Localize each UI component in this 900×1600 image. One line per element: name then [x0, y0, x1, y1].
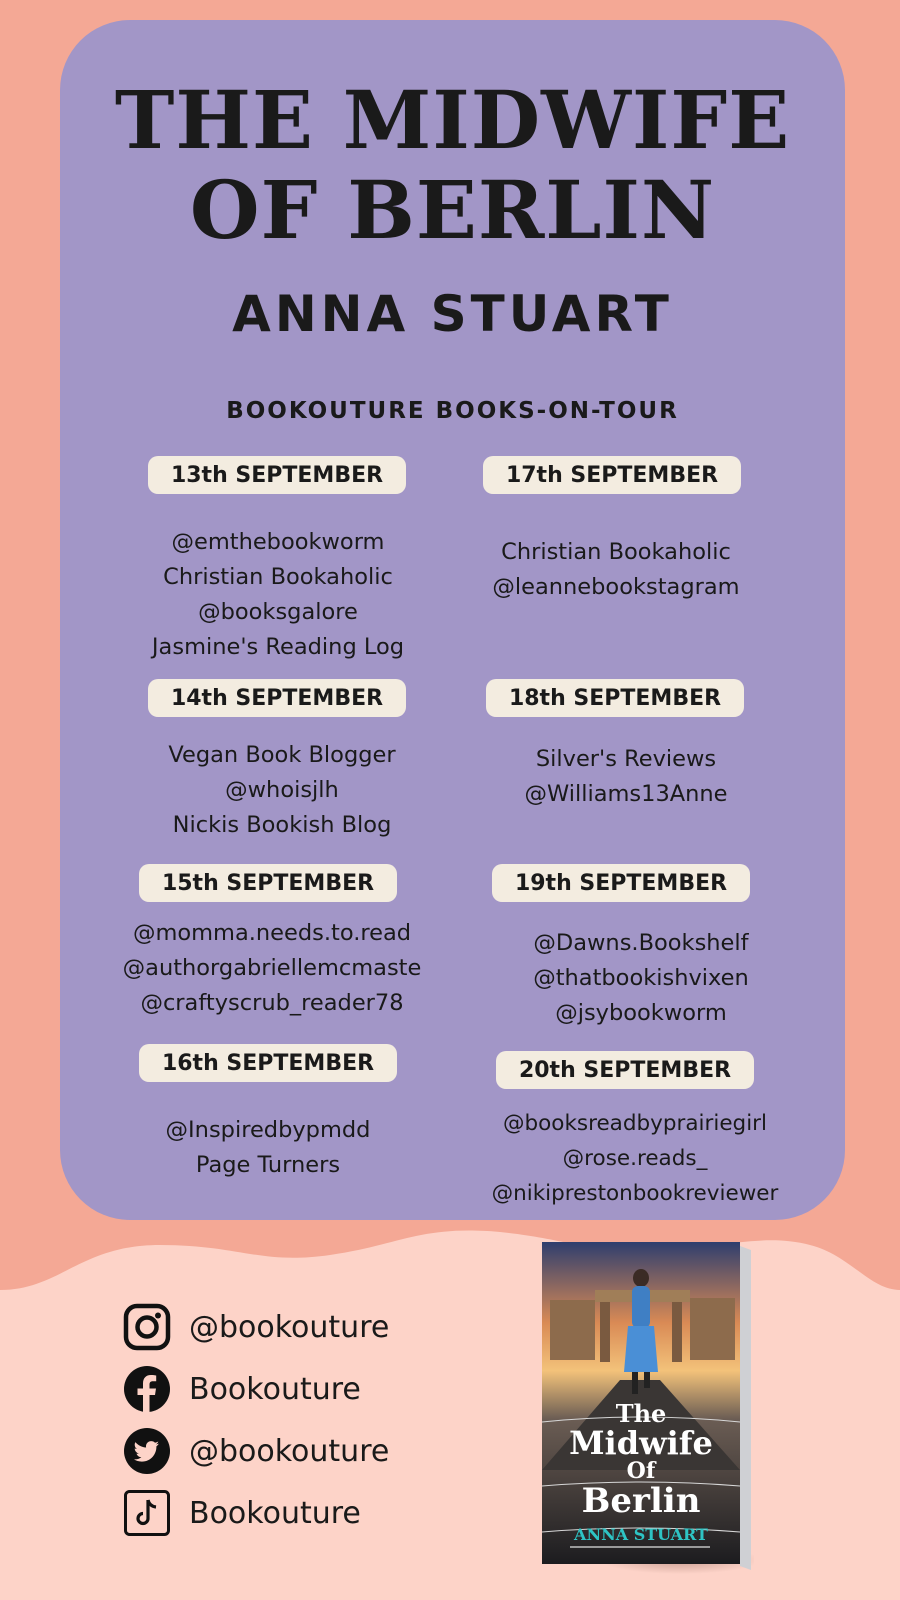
social-instagram[interactable]: [123, 1303, 389, 1351]
facebook-handle[interactable]: Bookouture: [189, 1371, 361, 1407]
date-pill-18: 18th SEPTEMBER: [486, 679, 744, 717]
facebook-icon: [123, 1365, 171, 1413]
cover-title-line4: Berlin: [581, 1481, 701, 1521]
host-entry: @craftyscrub_reader78: [140, 990, 404, 1016]
host-entry: Christian Bookaholic: [501, 539, 731, 565]
tour-label: BOOKOUTURE BOOKS-ON-TOUR: [226, 398, 679, 424]
twitter-icon: [123, 1427, 171, 1475]
social-twitter[interactable]: [123, 1427, 389, 1475]
host-entry: @momma.needs.to.read: [132, 920, 412, 946]
date-pill-17: 17th SEPTEMBER: [483, 456, 741, 494]
twitter-handle[interactable]: @bookouture: [189, 1433, 390, 1469]
date-pill-15: 15th SEPTEMBER: [139, 864, 397, 902]
social-tiktok[interactable]: [123, 1489, 361, 1537]
author-name: ANNA STUART: [232, 285, 673, 343]
host-entry: @Inspiredbypmdd: [165, 1117, 371, 1143]
host-entry: @Williams13Anne: [524, 781, 728, 807]
book-cover: [540, 1240, 754, 1575]
host-entry: @booksgalore: [198, 599, 358, 625]
date-pill-13: 13th SEPTEMBER: [148, 456, 406, 494]
host-entry: @booksreadbyprairiegirl: [502, 1111, 767, 1136]
host-entry: @jsybookworm: [555, 1000, 727, 1026]
host-list-18: [466, 742, 786, 812]
host-entry: @Dawns.Bookshelf: [533, 930, 749, 956]
host-entry: @whoisjlh: [225, 777, 339, 803]
host-entry: @rose.reads_: [562, 1146, 708, 1171]
tiktok-icon: [123, 1489, 171, 1537]
host-entry: Jasmine's Reading Log: [151, 634, 405, 660]
host-list-15: [112, 916, 432, 1021]
host-entry: @leannebookstagram: [492, 574, 740, 600]
cover-author: ANNA STUART: [574, 1525, 708, 1544]
cover-title-line2: Midwife: [569, 1424, 713, 1462]
instagram-handle[interactable]: @bookouture: [189, 1309, 390, 1345]
host-entry: @thatbookishvixen: [533, 965, 749, 991]
host-list-16: [108, 1113, 428, 1183]
cover-title-line1: The: [615, 1399, 667, 1428]
instagram-icon: [123, 1303, 171, 1351]
book-title-line1: THE MIDWIFE: [114, 73, 791, 167]
host-entry: Page Turners: [195, 1152, 341, 1178]
host-list-17: [456, 535, 776, 605]
host-list-19: [481, 926, 801, 1031]
date-pill-20: 20th SEPTEMBER: [496, 1051, 754, 1089]
host-entry: @authorgabriellemcmaste: [122, 955, 422, 981]
date-pill-16: 16th SEPTEMBER: [139, 1044, 397, 1082]
host-entry: Nickis Bookish Blog: [172, 812, 392, 838]
social-facebook[interactable]: [123, 1365, 361, 1413]
book-title-line2: OF BERLIN: [189, 163, 716, 257]
host-entry: @nikiprestonbookreviewer: [491, 1181, 779, 1206]
host-list-20: [470, 1106, 800, 1211]
date-pill-14: 14th SEPTEMBER: [148, 679, 406, 717]
host-entry: Christian Bookaholic: [163, 564, 393, 590]
host-entry: @emthebookworm: [171, 529, 385, 555]
host-list-13: [118, 525, 438, 665]
date-pill-19: 19th SEPTEMBER: [492, 864, 750, 902]
cover-title-line3: Of: [626, 1458, 656, 1484]
host-list-14: [122, 738, 442, 843]
tiktok-handle[interactable]: Bookouture: [189, 1495, 361, 1531]
host-entry: Silver's Reviews: [535, 746, 717, 772]
host-entry: Vegan Book Blogger: [168, 742, 396, 768]
